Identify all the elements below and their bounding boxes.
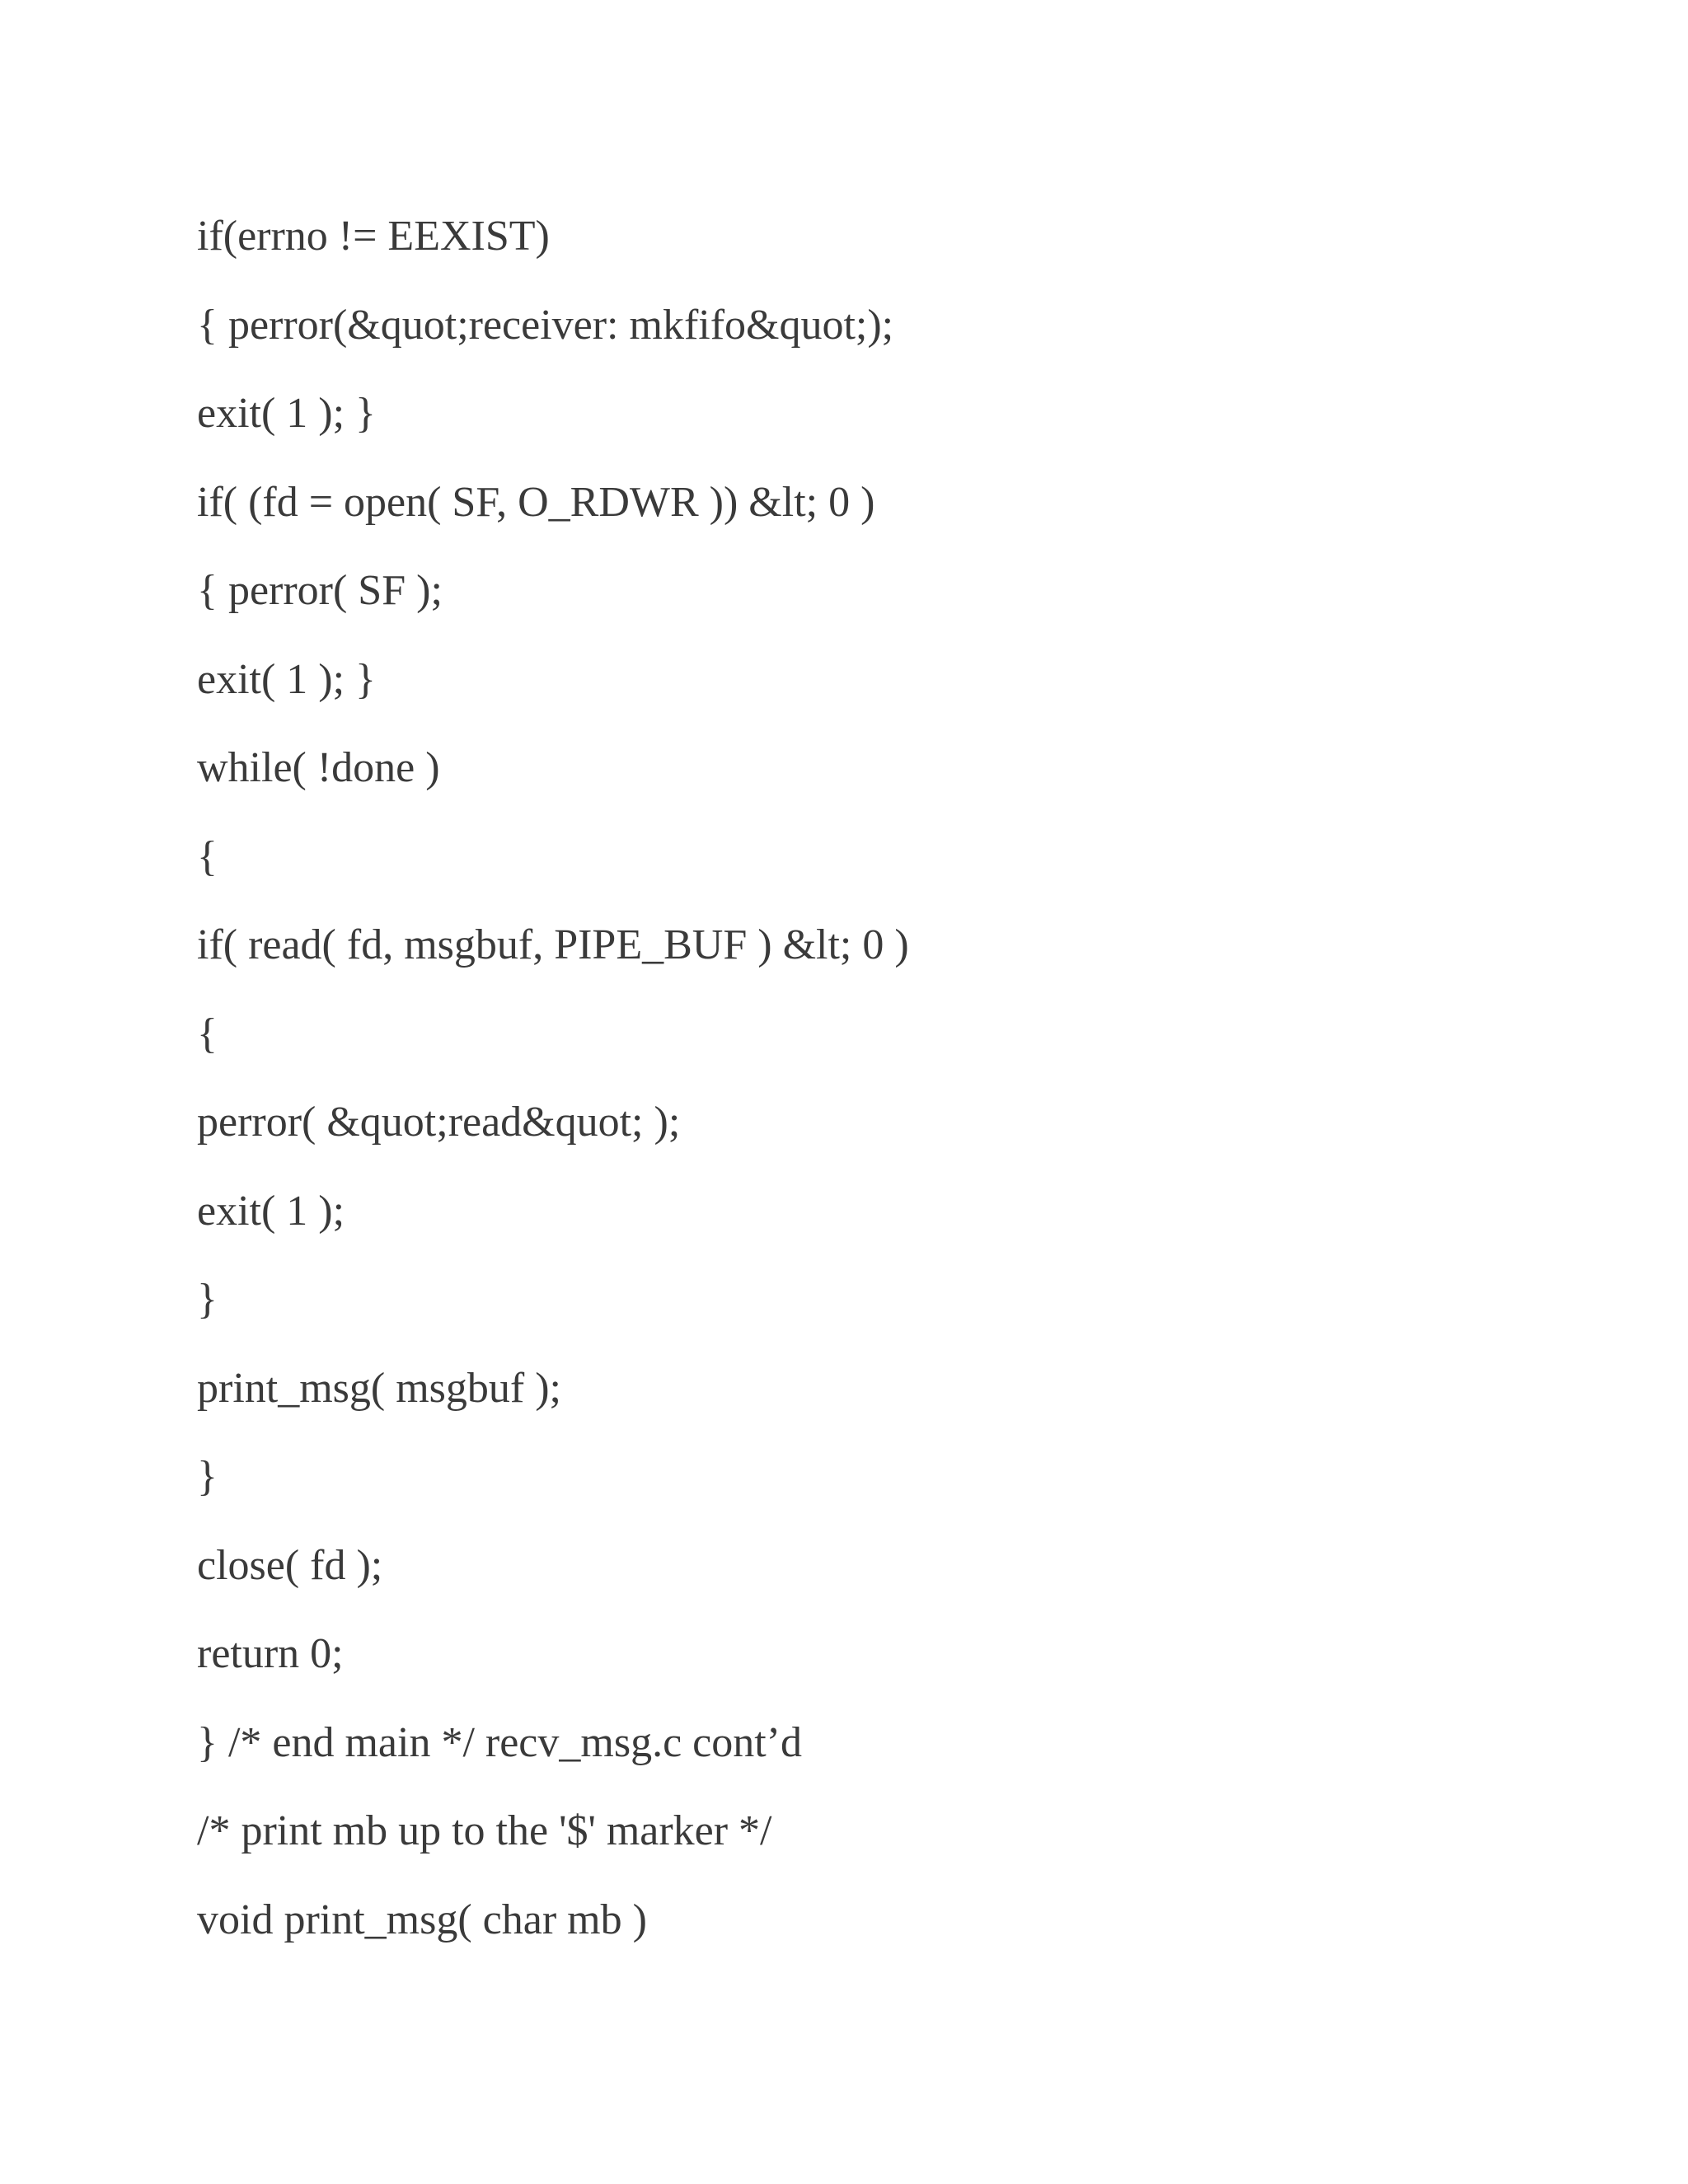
code-line-19: /* print mb up to the '$' marker */ bbox=[197, 1807, 772, 1854]
code-line-10: { bbox=[197, 1010, 218, 1057]
code-line-18: } /* end main */ recv_msg.c cont’d bbox=[197, 1718, 802, 1766]
code-line-8: { bbox=[197, 832, 218, 880]
code-line-20: void print_msg( char mb ) bbox=[197, 1896, 647, 1943]
code-line-16: close( fd ); bbox=[197, 1541, 383, 1589]
code-line-11: perror( &quot;read&quot; ); bbox=[197, 1099, 681, 1146]
code-line-4: if( (fd = open( SF, O_RDWR )) &lt; 0 ) bbox=[197, 478, 875, 526]
code-line-13: } bbox=[197, 1276, 218, 1323]
code-line-9: if( read( fd, msgbuf, PIPE_BUF ) &lt; 0 ) bbox=[197, 921, 909, 968]
code-line-2: { perror(&quot;receiver: mkfifo&quot;); bbox=[197, 301, 894, 349]
code-line-12: exit( 1 ); bbox=[197, 1187, 345, 1235]
code-line-17: return 0; bbox=[197, 1630, 344, 1677]
code-line-3: exit( 1 ); } bbox=[197, 390, 377, 437]
code-line-15: } bbox=[197, 1453, 218, 1500]
code-line-5: { perror( SF ); bbox=[197, 567, 443, 614]
code-line-1: if(errno != EEXIST) bbox=[197, 213, 550, 260]
code-line-14: print_msg( msgbuf ); bbox=[197, 1364, 561, 1412]
code-line-7: while( !done ) bbox=[197, 744, 440, 791]
code-line-6: exit( 1 ); } bbox=[197, 655, 377, 703]
code-listing bbox=[197, 192, 909, 1964]
